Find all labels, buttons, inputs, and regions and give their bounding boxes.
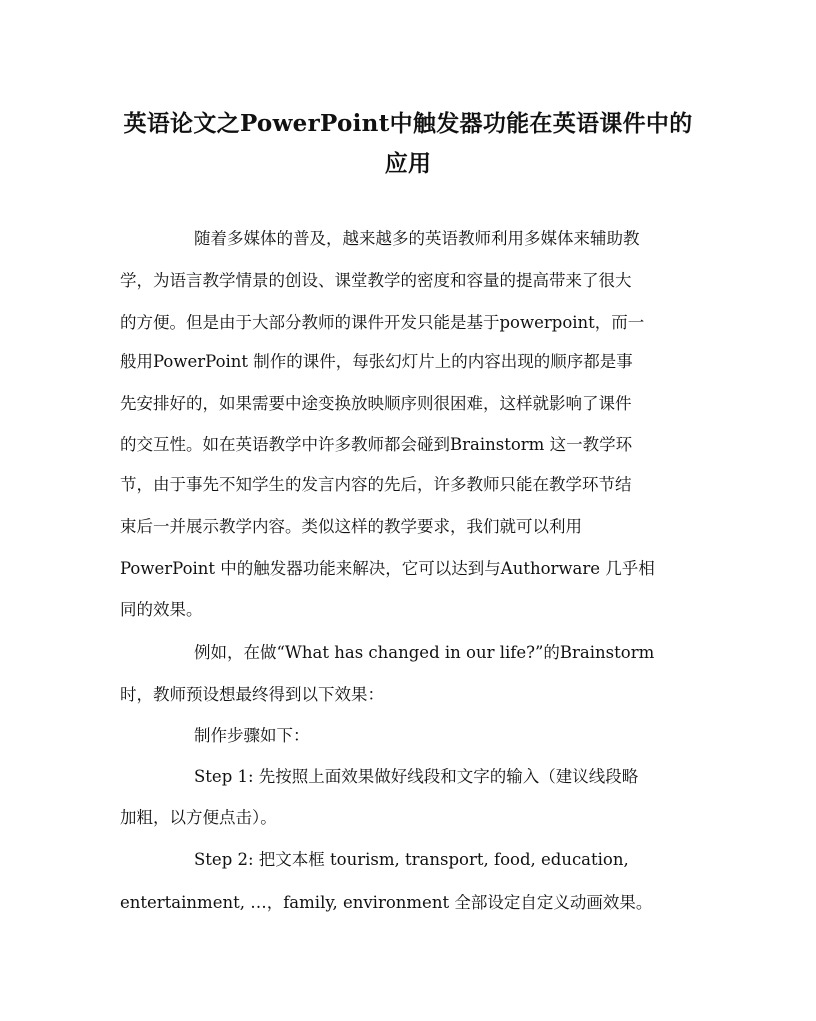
- paragraph-5-line-2: entertainment, …，family, environment 全部设定自定义动画效果。: [120, 893, 653, 912]
- paragraph-1-line-1: 随着多媒体的普及，越来越多的英语教师利用多媒体来辅助教: [194, 229, 640, 248]
- paragraph-5-line-1: Step 2: 把文本框 tourism, transport, food, education,: [194, 850, 629, 869]
- paragraph-1-line-3: 的方便。但是由于大部分教师的课件开发只能是基于powerpoint，而一: [120, 313, 645, 332]
- paragraph-1-line-8: 束后一并展示教学内容。类似这样的教学要求，我们就可以利用: [120, 517, 582, 536]
- document-title-line-2: 应用: [384, 150, 432, 177]
- paragraph-1-line-7: 节，由于事先不知学生的发言内容的先后，许多教师只能在教学环节结: [120, 475, 632, 494]
- paragraph-2-line-1: 例如，在做“What has changed in our life?”的Brainstorm: [194, 643, 655, 662]
- paragraph-1-line-4: 般用PowerPoint 制作的课件，每张幻灯片上的内容出现的顺序都是事: [120, 352, 633, 371]
- paragraph-4-line-2: 加粗，以方便点击）。: [120, 808, 277, 827]
- paragraph-1-line-9: PowerPoint 中的触发器功能来解决，它可以达到与Authorware 几乎相: [120, 559, 655, 578]
- paragraph-1-line-2: 学，为语言教学情景的创设、课堂教学的密度和容量的提高带来了很大: [120, 271, 632, 290]
- paragraph-1-line-5: 先安排好的，如果需要中途变换放映顺序则很困难，这样就影响了课件: [120, 394, 632, 413]
- paragraph-1-line-6: 的交互性。如在英语教学中许多教师都会碰到Brainstorm 这一教学环: [120, 435, 633, 454]
- document-title-line-1: 英语论文之PowerPoint中触发器功能在英语课件中的: [123, 110, 693, 137]
- paragraph-1-line-10: 同的效果。: [120, 600, 203, 619]
- paragraph-3-line-1: 制作步骤如下：: [194, 726, 310, 745]
- paragraph-2-line-2: 时，教师预设想最终得到以下效果：: [120, 685, 384, 704]
- paragraph-4-line-1: Step 1: 先按照上面效果做好线段和文字的输入（建议线段略: [194, 767, 639, 786]
